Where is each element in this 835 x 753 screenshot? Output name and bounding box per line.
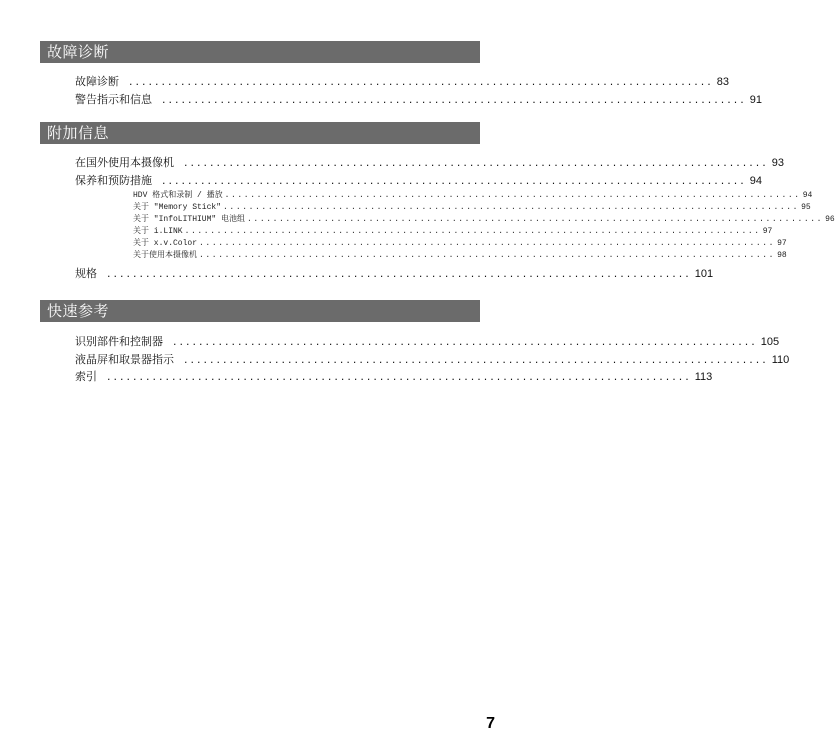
section-header-quick-reference: 快速参考 bbox=[40, 300, 480, 322]
toc-subentry-label: 关于 i.LINK bbox=[133, 227, 183, 236]
dot-leader: .......................................................................................... bbox=[247, 215, 824, 224]
toc-subentry-label: HDV 格式和录制 / 播放 bbox=[133, 191, 223, 200]
toc-entry-label: 识别部件和控制器 bbox=[75, 335, 163, 348]
dot-leader: .......................................................................................... bbox=[199, 239, 776, 248]
section-header-additional-info: 附加信息 bbox=[40, 122, 480, 144]
toc-entry-page: 101 bbox=[694, 268, 714, 280]
toc-subentry-page: 94 bbox=[802, 191, 813, 200]
toc-entry-page: 110 bbox=[771, 353, 790, 366]
dot-leader: .......................................................................................... bbox=[184, 352, 769, 366]
toc-subentry-label: 关于 "InfoLITHIUM" 电池组 bbox=[133, 215, 246, 224]
toc-subentry[interactable] bbox=[75, 201, 811, 213]
toc-entry[interactable] bbox=[75, 333, 780, 351]
toc-subentry-page: 97 bbox=[777, 239, 787, 248]
toc-subentry-page: 98 bbox=[777, 251, 787, 260]
dot-leader: .......................................................................................... bbox=[184, 156, 769, 169]
dot-leader: .......................................................................................... bbox=[199, 251, 776, 260]
dot-leader: .......................................................................................... bbox=[162, 92, 747, 106]
dot-leader: .......................................................................................... bbox=[224, 191, 801, 200]
toc-entry-label: 保养和预防措施 bbox=[75, 173, 152, 187]
toc-subentry[interactable] bbox=[75, 225, 773, 237]
dot-leader: .......................................................................................... bbox=[129, 75, 714, 88]
toc-entry[interactable] bbox=[75, 73, 729, 91]
toc-entry[interactable] bbox=[75, 368, 713, 386]
toc-entry[interactable] bbox=[75, 172, 762, 190]
toc-entry-page: 91 bbox=[749, 93, 762, 106]
toc-entry-label: 液晶屏和取景器指示 bbox=[75, 352, 174, 366]
dot-leader: .......................................................................................... bbox=[173, 335, 758, 348]
toc-quick-reference bbox=[75, 333, 790, 386]
page-number: 7 bbox=[486, 715, 495, 732]
toc-entry-label: 规格 bbox=[75, 267, 97, 280]
toc-entry-label: 索引 bbox=[75, 370, 97, 383]
dot-leader: .......................................................................................... bbox=[107, 267, 692, 280]
toc-entry[interactable] bbox=[75, 265, 714, 283]
toc-entry-page: 113 bbox=[694, 371, 713, 383]
dot-leader: .......................................................................................... bbox=[107, 370, 692, 383]
toc-entry-label: 故障诊断 bbox=[75, 75, 119, 88]
toc-subentry[interactable] bbox=[75, 213, 835, 225]
toc-entry[interactable] bbox=[75, 154, 784, 172]
toc-subentry-page: 95 bbox=[801, 203, 811, 212]
toc-subentry-page: 97 bbox=[762, 227, 773, 236]
dot-leader: .......................................................................................... bbox=[162, 173, 747, 187]
toc-subentry-label: 关于使用本摄像机 bbox=[133, 251, 197, 260]
toc-subentry[interactable] bbox=[75, 237, 787, 249]
toc-entry-page: 93 bbox=[771, 157, 784, 169]
toc-additional-info bbox=[75, 154, 835, 283]
toc-subentry-page: 96 bbox=[825, 215, 835, 224]
toc-entry-label: 在国外使用本摄像机 bbox=[75, 156, 174, 169]
section-header-troubleshooting: 故障诊断 bbox=[40, 41, 480, 63]
toc-troubleshooting bbox=[75, 73, 762, 108]
toc-subentry-label: 关于 x.v.Color bbox=[133, 239, 198, 248]
toc-entry-page: 83 bbox=[716, 76, 729, 88]
toc-subentry-label: 关于 "Memory Stick" bbox=[133, 203, 222, 212]
toc-subentry[interactable] bbox=[75, 189, 813, 201]
toc-subentry[interactable] bbox=[75, 249, 787, 261]
toc-entry-page: 94 bbox=[749, 174, 762, 187]
toc-entry[interactable] bbox=[75, 91, 762, 109]
toc-entry-page: 105 bbox=[760, 336, 780, 348]
toc-entry[interactable] bbox=[75, 351, 790, 369]
dot-leader: .......................................................................................... bbox=[184, 227, 761, 236]
dot-leader: .......................................................................................... bbox=[223, 203, 800, 212]
toc-entry-label: 警告指示和信息 bbox=[75, 92, 152, 106]
